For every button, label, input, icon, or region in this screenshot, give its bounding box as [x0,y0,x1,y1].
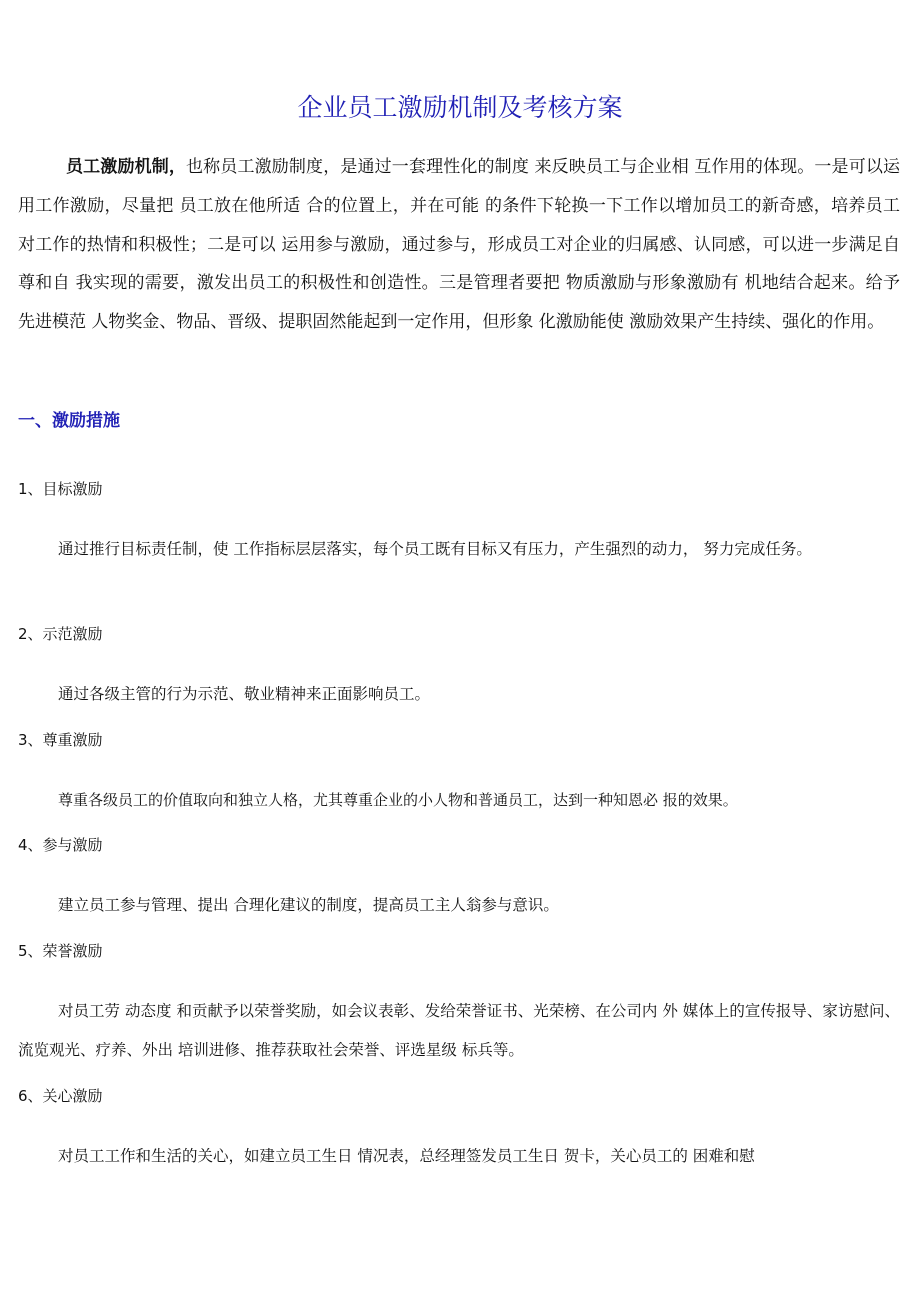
item-body-3: 尊重各级员工的价值取向和独立人格，尤其尊重企业的小人物和普通员工，达到一种知恩必 报的效果。 [58,791,738,809]
intro-text: 也称员工激励制度，是通过一套理性化的制度 来反映员工与企业相 互作用的体现。一是可以运用工作激励，尽量把 员工放在他所适 合的位置上，并在可能 的条件下轮换一下工作以增加员工的新奇感，培养员工对工作的热情和积极性；二是可以 运用参与激励，通过参与，形成员工对企业的归属感、认同感，可以进一步满足自尊和自 我实现的需要，激发出员工的积极性和创造性。三是管理者要把 物质激励与形象激励有 机地结合起来。给予先进模范 人物奖金、物品、晋级、提职固然能起到一定作用，但形象 化激励能使 激励效果产生持续、强化的作用。 [18,157,900,333]
section-heading-incentive-measures: 一、激励措施 [18,411,120,431]
item-heading-4: 4、参与激励 [18,836,103,854]
document-title: 企业员工激励机制及考核方案 [297,93,623,122]
item-body-2: 通过各级主管的行为示范、敬业精神来正面影响员工。 [58,685,431,703]
item-body-4: 建立员工参与管理、提出 合理化建议的制度，提高员工主人翁参与意识。 [58,896,559,914]
item-body-5: 对员工劳 动态度 和贡献予以荣誉奖励，如会议表彰、发给荣誉证书、光荣榜、在公司内 外 媒体上的宣传报导、家访慰问、流览观光、疗养、外出 培训进修、推荐获取社会荣誉、评选星级 标兵等。 [18,1002,900,1059]
item-heading-2: 2、示范激励 [18,625,103,643]
item-heading-3: 3、尊重激励 [18,731,103,749]
item-body-1: 通过推行目标责任制，使 工作指标层层落实，每个员工既有目标又有压力，产生强烈的动力， 努力完成任务。 [58,540,812,558]
intro-paragraph [18,148,900,342]
item-heading-6: 6、关心激励 [18,1087,103,1105]
intro-bold-term: 员工激励机制， [66,157,187,177]
item-body-6: 对员工工作和生活的关心，如建立员工生日 情况表，总经理签发员工生日 贺卡，关心员工的 困难和慰 [58,1147,755,1165]
item-heading-1: 1、目标激励 [18,480,103,498]
item-heading-5: 5、荣誉激励 [18,942,103,960]
